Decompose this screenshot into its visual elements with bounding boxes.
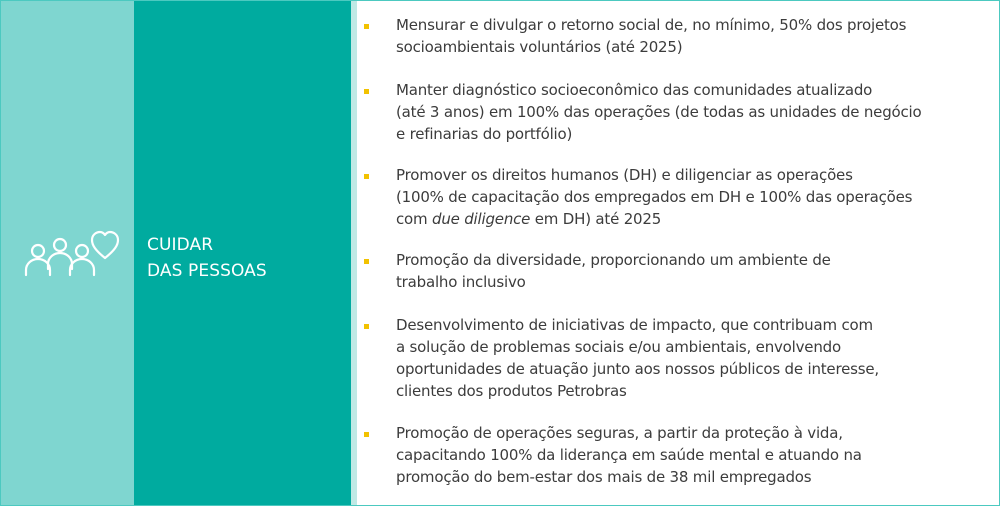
list-item-line: e refinarias do portfólio) bbox=[396, 125, 573, 143]
bullet-square-icon bbox=[364, 259, 369, 264]
list-item-line: clientes dos produtos Petrobras bbox=[396, 382, 627, 400]
list-item-line: Promover os direitos humanos (DH) e diligenciar as operações bbox=[396, 166, 853, 184]
list-item-line: promoção do bem-estar dos mais de 38 mil empregados bbox=[396, 468, 812, 486]
line-suffix: em DH) até 2025 bbox=[530, 210, 662, 228]
list-item-text bbox=[396, 249, 986, 293]
italic-term: due diligence bbox=[432, 210, 531, 228]
bullet-square-icon bbox=[364, 89, 369, 94]
people-heart-icon bbox=[23, 229, 121, 281]
column-divider bbox=[351, 1, 357, 505]
list-item-text bbox=[396, 422, 986, 488]
list-item-text bbox=[396, 14, 986, 58]
list-item-text bbox=[396, 314, 986, 402]
list-item-line: (até 3 anos) em 100% das operações (de todas as unidades de negócio bbox=[396, 103, 922, 121]
icon-column bbox=[1, 1, 134, 505]
list-item-line: Desenvolvimento de iniciativas de impacto, que contribuam com bbox=[396, 316, 873, 334]
section-title-line-2: DAS PESSOAS bbox=[147, 261, 267, 281]
bullet-square-icon bbox=[364, 432, 369, 437]
line-prefix: com bbox=[396, 210, 433, 228]
list-item-line: Promoção de operações seguras, a partir da proteção à vida, bbox=[396, 424, 843, 442]
list-item-line: trabalho inclusivo bbox=[396, 273, 526, 291]
list-item-line: oportunidades de atuação junto aos nossos públicos de interesse, bbox=[396, 360, 879, 378]
list-item-line: a solução de problemas sociais e/ou ambientais, envolvendo bbox=[396, 338, 841, 356]
list-item-line: Promoção da diversidade, proporcionando um ambiente de bbox=[396, 251, 831, 269]
list-item-text bbox=[396, 79, 986, 145]
list-item-text bbox=[396, 164, 986, 230]
section-title bbox=[147, 232, 267, 284]
section-title-line-1: CUIDAR bbox=[147, 235, 214, 255]
list-item-line: Manter diagnóstico socioeconômico das comunidades atualizado bbox=[396, 81, 873, 99]
bullet-square-icon bbox=[364, 24, 369, 29]
bullet-square-icon bbox=[364, 174, 369, 179]
list-item-line: socioambientais voluntários (até 2025) bbox=[396, 38, 683, 56]
list-item-line: Mensurar e divulgar o retorno social de, no mínimo, 50% dos projetos bbox=[396, 16, 907, 34]
bullet-square-icon bbox=[364, 324, 369, 329]
list-item-line bbox=[396, 208, 986, 230]
list-item-line: capacitando 100% da liderança em saúde mental e atuando na bbox=[396, 446, 862, 464]
list-item-line: (100% de capacitação dos empregados em DH e 100% das operações bbox=[396, 188, 913, 206]
